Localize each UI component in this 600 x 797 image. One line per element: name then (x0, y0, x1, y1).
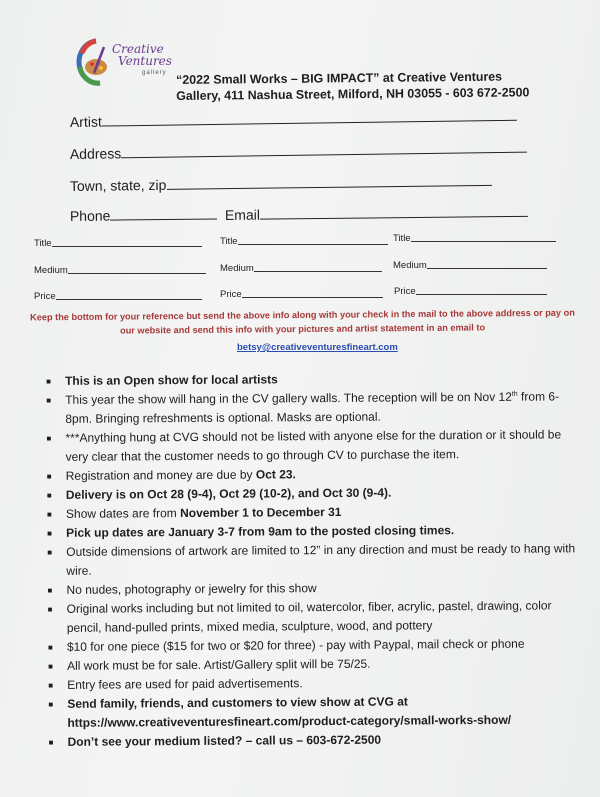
piece1-medium-line[interactable] (68, 273, 206, 274)
list-item: ■ Registration and money are due by Oct 23. (45, 463, 575, 486)
piece3-medium-field[interactable] (393, 260, 547, 271)
palette-brush-icon (74, 33, 114, 89)
creative-ventures-logo (74, 33, 184, 89)
town-label: Town, state, zip (69, 176, 167, 194)
piece3-title-line[interactable] (411, 241, 556, 242)
email-label: Email (224, 206, 261, 223)
logo-word-2: Ventures (118, 54, 172, 68)
title-line-1: “2022 Small Works – BIG IMPACT” at Creative Ventures (176, 69, 503, 87)
contact-email-link[interactable]: betsy@creativeventuresfineart.com (237, 342, 398, 353)
piece2-title-label: Title (220, 236, 238, 247)
mail-instructions: Keep the bottom for your reference but send the above info along with your check in the mail to the above address or pay on our website and send this info with your pictures and artist statement in an email to (30, 307, 575, 336)
list-item: ■ ***Anything hung at CVG should not be listed with anyone else for the duration or it should be very clear that the customer needs to go through CV to purchase the item. (44, 425, 574, 467)
list-item: ■ Don’t see your medium listed? – call us – 603-672-2500 (47, 729, 577, 752)
piece2-price-line[interactable] (242, 297, 383, 298)
list-item: ■ Pick up dates are January 3-7 from 9am to the posted closing times. (45, 520, 575, 543)
piece3-price-field[interactable] (394, 286, 547, 297)
piece1-title-label: Title (34, 238, 52, 249)
list-item: ■ Show dates are from November 1 to December 31 (45, 501, 575, 524)
phone-field[interactable] (70, 202, 218, 224)
piece1-price-label: Price (34, 291, 56, 302)
address-line[interactable] (121, 152, 527, 159)
piece3-title-label: Title (393, 233, 411, 244)
list-item: ■ Original works including but not limited to oil, watercolor, fiber, acrylic, pastel, drawing, color pencil, hand-pulled prints, mixed media, sculpture, wood, and pottery (46, 596, 576, 638)
piece1-title-line[interactable] (52, 246, 202, 247)
piece1-title-field[interactable] (34, 238, 202, 249)
piece2-medium-line[interactable] (254, 271, 382, 272)
list-item: ■ $10 for one piece ($15 for two or $20 for three) - pay with Paypal, mail check or phone (46, 634, 576, 657)
page-title (176, 68, 529, 104)
phone-label: Phone (69, 207, 111, 224)
piece3-price-label: Price (394, 286, 416, 297)
list-item: ■ Entry fees are used for paid advertisements. (46, 672, 576, 695)
list-item: ■ This year the show will hang in the CV gallery walls. The reception will be on Nov 12th from 6-8pm. Bringing refreshments is optional. Masks are optional. (44, 387, 574, 429)
title-line-2: Gallery, 411 Nashua Street, Milford, NH 03055 - 603 672-2500 (176, 85, 530, 103)
piece3-price-line[interactable] (416, 294, 547, 295)
piece1-price-line[interactable] (56, 299, 202, 300)
list-item: ■ Send family, friends, and customers to view show at CVG at https://www.creativeventuresfineart.com/product-category/small-works-show/ (46, 691, 576, 733)
logo-word-3: gallery (142, 70, 167, 76)
piece1-price-field[interactable] (34, 291, 202, 302)
list-item: ■ Delivery is on Oct 28 (9-4), Oct 29 (10-2), and Oct 30 (9-4). (45, 482, 575, 505)
piece2-title-field[interactable] (220, 236, 388, 247)
list-item: ■ No nudes, photography or jewelry for this show (45, 577, 575, 600)
list-item: ■ Outside dimensions of artwork are limited to 12” in any direction and must be ready to hang with wire. (45, 539, 575, 581)
email-field[interactable] (225, 200, 528, 223)
email-line[interactable] (260, 216, 528, 220)
logo-word-1: Creative (112, 42, 164, 56)
artist-field[interactable] (70, 104, 517, 130)
artist-line[interactable] (102, 120, 517, 127)
piece3-medium-label: Medium (393, 260, 427, 271)
piece2-medium-label: Medium (220, 263, 254, 274)
piece3-title-field[interactable] (393, 233, 556, 244)
list-item: ■ This is an Open show for local artists (44, 368, 574, 391)
piece2-medium-field[interactable] (220, 263, 382, 274)
piece3-medium-line[interactable] (427, 268, 547, 269)
address-field[interactable] (70, 136, 528, 162)
piece1-medium-field[interactable] (34, 265, 206, 276)
town-field[interactable] (70, 169, 492, 194)
piece2-title-line[interactable] (238, 244, 388, 245)
artist-label: Artist (69, 113, 102, 130)
piece2-price-label: Price (220, 289, 242, 300)
list-item: ■ All work must be for sale. Artist/Gallery split will be 75/25. (46, 653, 576, 676)
show-details-list (44, 368, 577, 752)
piece1-medium-label: Medium (34, 265, 68, 276)
piece2-price-field[interactable] (220, 289, 383, 300)
address-label: Address (69, 145, 122, 162)
phone-line[interactable] (110, 218, 217, 220)
town-line[interactable] (166, 185, 491, 190)
